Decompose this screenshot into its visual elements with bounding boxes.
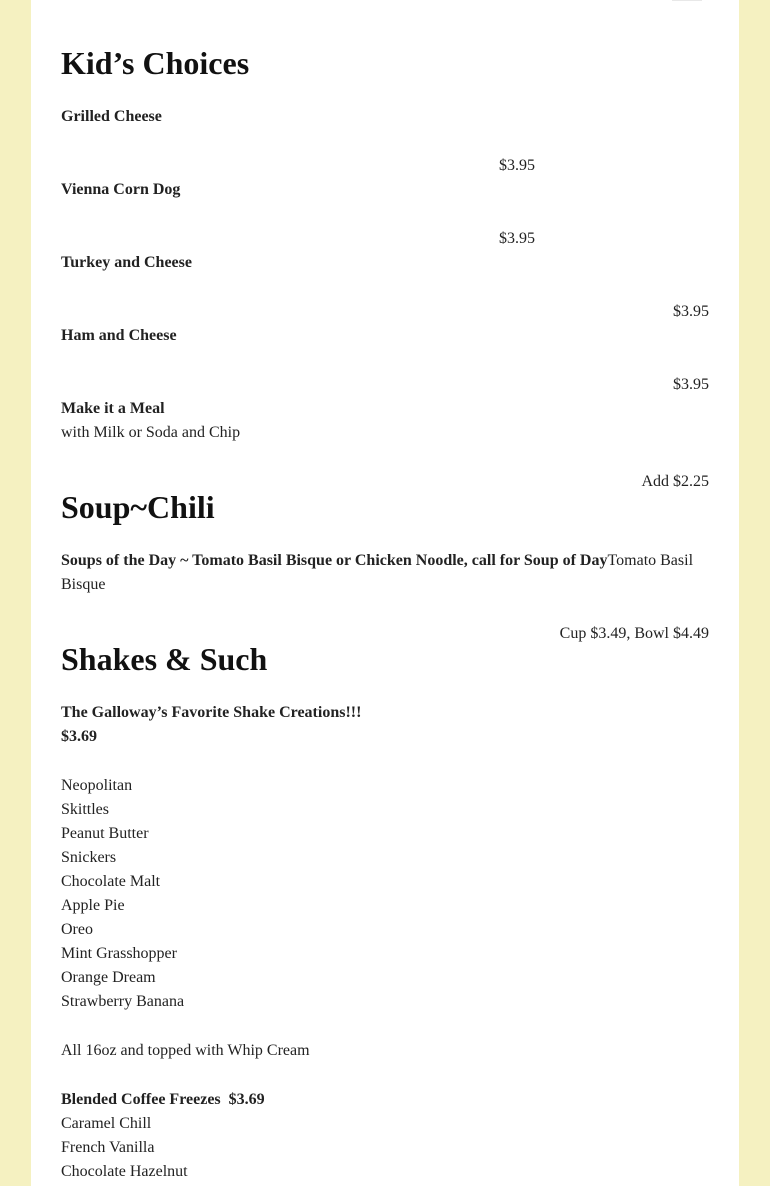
kids-item-vienna-corn-dog: Vienna Corn Dog — [61, 181, 181, 198]
kids-item-ham-and-cheese: Ham and Cheese — [61, 327, 177, 344]
soup-description — [61, 549, 709, 597]
shake-flavor-item: Apple Pie — [61, 897, 125, 914]
shake-flavor-item: Strawberry Banana — [61, 993, 185, 1010]
soup-detail: Tomato Basil Bisque — [61, 552, 694, 593]
soup-title: Soups of the Day ~ Tomato Basil Bisque or Chicken Noodle, call for Soup of Day — [61, 552, 608, 569]
shake-flavor-item: Snickers — [61, 849, 117, 866]
kids-item-turkey-and-cheese: Turkey and Cheese — [61, 254, 192, 271]
coffee-flavor-item: Chocolate Hazelnut — [61, 1163, 188, 1180]
soup-heading: Soup~Chili — [61, 489, 215, 525]
shake-flavor-item: Chocolate Malt — [61, 873, 161, 890]
kids-item-grilled-cheese: Grilled Cheese — [61, 108, 162, 125]
menu-page — [31, 0, 739, 1186]
kids-heading: Kid’s Choices — [61, 45, 250, 81]
coffee-flavor-item: French Vanilla — [61, 1139, 155, 1156]
kids-price-ham-and-cheese: $3.95 — [673, 376, 709, 393]
soup-price: Cup $3.49, Bowl $4.49 — [559, 625, 709, 642]
shakes-note: All 16oz and topped with Whip Cream — [61, 1042, 310, 1059]
shake-flavor-item: Skittles — [61, 801, 110, 818]
shake-flavor-item: Orange Dream — [61, 969, 156, 986]
coffee-flavor-item: Caramel Chill — [61, 1115, 152, 1132]
kids-meal-name: Make it a Meal — [61, 400, 165, 417]
coffee-flavor-list — [61, 1112, 188, 1184]
shake-flavor-list — [61, 774, 184, 1014]
shake-flavor-item: Peanut Butter — [61, 825, 149, 842]
shakes-price: $3.69 — [61, 728, 97, 745]
shake-flavor-item: Oreo — [61, 921, 93, 938]
shakes-heading: Shakes & Such — [61, 641, 268, 677]
kids-price-grilled-cheese: $3.95 — [499, 157, 535, 174]
coffee-freezes-title: Blended Coffee Freezes $3.69 — [61, 1091, 265, 1108]
shakes-title: The Galloway’s Favorite Shake Creations!!! — [61, 704, 362, 721]
kids-meal-price: Add $2.25 — [641, 473, 709, 490]
kids-price-turkey-and-cheese: $3.95 — [673, 303, 709, 320]
top-edge-mark — [672, 0, 702, 1]
shake-flavor-item: Mint Grasshopper — [61, 945, 177, 962]
kids-meal-description: with Milk or Soda and Chip — [61, 424, 241, 441]
kids-price-vienna-corn-dog: $3.95 — [499, 230, 535, 247]
shake-flavor-item: Neopolitan — [61, 777, 133, 794]
